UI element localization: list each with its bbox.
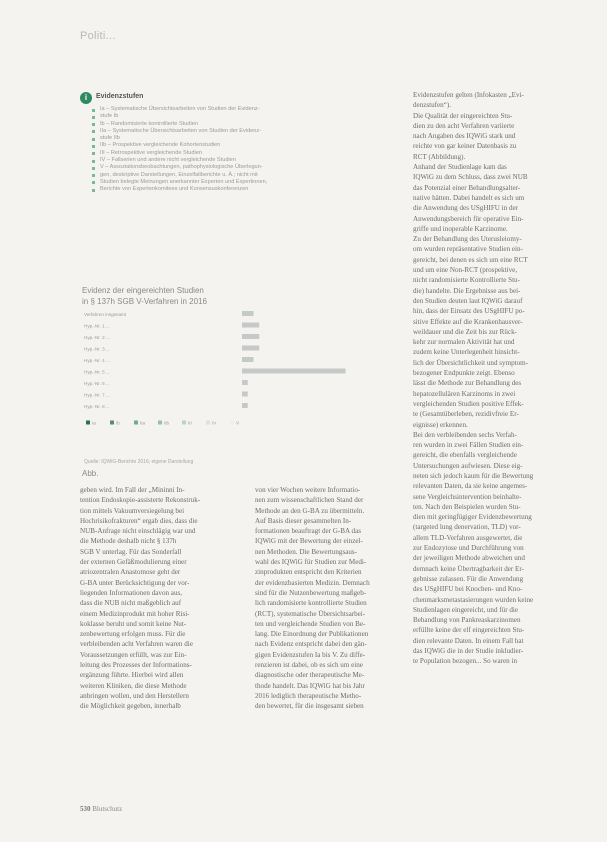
text-line: demnach keine Übertragbarkeit der Er-	[413, 564, 524, 573]
text-line: die Methode deshalb nicht § 137h	[80, 537, 177, 546]
legend-label: IIa	[140, 420, 146, 426]
chart-bar	[242, 311, 254, 316]
text-line: Hochrisikofrakturen“ ergab dies, dass die	[80, 516, 198, 525]
text-line: Zu der Behandlung des Uterusleiomy-	[413, 235, 522, 244]
legend-label: V	[236, 420, 240, 426]
text-line: 2016 lediglich therapeutische Metho-	[255, 691, 362, 700]
chart-title-line: in § 137h SGB V-Verfahren in 2016	[82, 297, 207, 306]
text-line: formationen beauftragt der G-BA das	[255, 527, 361, 536]
text-line: erfüllte keine der elf eingereichten Stu-	[413, 626, 525, 635]
text-line: ren wurden in zwei Fällen Studien ein-	[413, 441, 524, 450]
text-line: IQWiG zu dem Schluss, dass zwei NUB	[413, 173, 528, 182]
text-line: nach Evidenz entspricht dabei den gän-	[255, 640, 367, 649]
text-line: Bei den verbleibenden sechs Verfah-	[413, 430, 517, 439]
chart-bar	[242, 357, 254, 362]
category-label: Hyp.-Nr. 4 ...	[84, 358, 110, 363]
text-line: (targeted lung denervation, TLD) vor-	[413, 523, 521, 532]
text-line: Evidenzstufen gelten (Infokasten „Evi-	[413, 91, 524, 99]
text-line: Behandlung von Pankreaskarzinomen	[413, 616, 521, 625]
text-line: Anwendungsbereich für operative Ein-	[413, 214, 524, 223]
text-line: einem Medizinprodukt mit hoher Risi-	[80, 609, 190, 618]
category-label: Hyp.-Nr. 2 ...	[84, 335, 110, 340]
chart-bar	[242, 323, 259, 328]
legend-swatch	[110, 421, 114, 425]
text-line: bezogener Endpunkte zeigt. Ebenso	[413, 369, 515, 378]
evidence-bar-chart	[82, 305, 372, 457]
text-line: Studienlagen eingereicht, und für die	[413, 605, 518, 614]
text-line: zur Endozytose und Durchführung von	[413, 544, 524, 553]
category-label: Hyp.-Nr. 6 ...	[84, 381, 110, 386]
text-line: koklasse beruht und somit keine Nut-	[80, 619, 187, 628]
text-line: lich der Übersichtlichkeit und symptom-	[413, 358, 529, 367]
text-line: G-BA unter Berücksichtigung der vor-	[80, 578, 190, 587]
text-line: chenmarksmetastasierungen wurden keine	[413, 595, 534, 604]
text-line: weiteren Kliniken, die diese Methode	[80, 681, 187, 690]
text-line: sitive Effekte auf die Krankenhausver-	[413, 317, 523, 326]
chart-bar	[242, 369, 346, 374]
info-box-title: Evidenzstufen	[96, 93, 144, 100]
text-line: den bewertet, für die insgesamt sieben	[255, 702, 364, 711]
text-line: IQWiG mit der Bewertung der einzel-	[255, 537, 363, 546]
text-line: relevanten Daten, da sie keine angemes-	[413, 482, 528, 491]
text-line: nach Angaben des IQWiG stark und	[413, 132, 516, 141]
text-line: dien zu den acht Verfahren variierte	[413, 121, 515, 130]
evidence-level-item: IIa – Systematische Übersichtsarbeiten von Studien der Evidenz-	[92, 128, 384, 135]
body-column-left	[80, 485, 244, 712]
text-line: wahl des IQWiG für Studien zur Medi-	[255, 558, 367, 567]
text-line: RCT (Abbildung).	[413, 152, 466, 161]
text-line: dien mit geringfügiger Evidenzbewertung	[413, 513, 532, 522]
page-number: 530	[80, 805, 91, 813]
text-line: zudem keine Unterlegenheit hinsicht-	[413, 348, 520, 357]
text-line: denzstufen“).	[413, 101, 452, 110]
legend-swatch	[230, 421, 234, 425]
text-line: zinprodukten entspricht den Kriterien	[255, 568, 362, 577]
category-label: Hyp.-Nr. 3 ...	[84, 346, 110, 352]
text-line: hepatozellulären Karzinoms in zwei	[413, 389, 516, 398]
legend-label: IV	[212, 420, 217, 426]
text-line: neten sich jedoch kaum für die Bewertung	[413, 471, 534, 480]
journal-name: Blutschutz	[92, 805, 123, 813]
text-line: sind für die Nutzenbewertung maßgeb-	[255, 588, 367, 597]
text-line: liegenden Informationen davon aus,	[80, 588, 183, 597]
text-line: des USgHIFU bei Knochen- und Kno-	[413, 585, 523, 594]
text-line: thode handelt. Das IQWiG hat bis Jahr	[255, 681, 365, 690]
body-column-middle	[255, 485, 403, 712]
text-line: griffe und inoperable Karzinome.	[413, 224, 508, 233]
text-line: leitung des Prozesses der Informations-	[80, 661, 192, 670]
text-line: dass die NUB nicht maßgeblich auf	[80, 599, 182, 608]
chart-title-line: Evidenz der eingereichten Studien	[82, 286, 204, 295]
legend-swatch	[86, 421, 90, 425]
text-line: ergänzung führte. Hierbei wird allen	[80, 671, 184, 680]
page-footer	[80, 805, 122, 813]
chart-title	[82, 285, 282, 307]
evidence-level-list	[92, 106, 384, 194]
text-line: nen Methoden. Die Bewertungsaus-	[255, 547, 358, 556]
evidence-level-item-cont: stufe IIb	[92, 135, 384, 142]
category-label: Hyp.-Nr. 8 ...	[84, 404, 110, 409]
text-line: Auf Basis dieser gesammelten In-	[255, 516, 352, 525]
text-line: lässt die Methode zur Behandlung des	[413, 379, 522, 388]
text-line: eignisse) erkennen.	[413, 420, 468, 429]
text-line: hin, dass der Einsatz des USgHIFU po-	[413, 307, 525, 316]
chart-bar	[242, 392, 248, 397]
evidence-level-item: V – Assoziationsbeobachtungen, pathophysiologische Überlegun-	[92, 164, 384, 171]
legend-swatch	[206, 421, 210, 425]
text-line: om wurden repräsentative Studien ein-	[413, 245, 523, 254]
text-line: der evidenzbasierten Medizin. Demnach	[255, 578, 370, 587]
evidence-level-item: IIb – Prospektive vergleichende Kohortenstudien	[92, 142, 384, 149]
text-line: renzieren ist dabei, ob es sich um eine	[255, 661, 363, 670]
text-line: Anhand der Studienlage kam das	[413, 163, 507, 172]
evidence-level-item: Ib – Randomisierte kontrollierte Studien	[92, 121, 384, 128]
text-line: SGB V unterlag. Für das Sonderfall	[80, 547, 182, 556]
text-line: das IQWiG die in der Studie inkludier-	[413, 647, 524, 656]
text-line: die Anwendung des USgHIFU in der	[413, 204, 519, 213]
text-line: diagnostische oder therapeutische Me-	[255, 671, 365, 680]
text-line: allem TLD-Verfahren ausgewertet, die	[413, 533, 523, 542]
evidence-level-item: Ia – Systematische Übersichtsarbeiten von Studien der Evidenz-	[92, 106, 384, 113]
text-line: tion mittels Vakuumversiegelung bei	[80, 506, 185, 515]
text-line: native hätten. Dabei handelt es sich um	[413, 193, 525, 202]
text-line: der jeweiligen Methode abweichen und	[413, 554, 525, 563]
text-line: kehr zur normalen Aktivität hat und	[413, 338, 515, 347]
legend-label: Ib	[116, 420, 120, 426]
text-line: ten. Nach den Beispielen wurden Stu-	[413, 502, 521, 511]
text-line: reichte von gar keiner Datenbasis zu	[413, 142, 517, 151]
evidence-level-item-cont: Berichte von Expertenkomitees und Konsensuskonferenzen	[92, 186, 384, 193]
category-label: Verfahren insgesamt	[84, 312, 127, 317]
legend-label: IIb	[164, 420, 170, 426]
chart-bar	[242, 403, 248, 408]
text-line: vergleichenden Studien positive Effek-	[413, 399, 524, 408]
figure-caption: Abb.	[82, 469, 99, 478]
legend-swatch	[182, 421, 186, 425]
body-column-right	[413, 90, 561, 667]
text-line: zenbewertung erfolgen muss. Für die	[80, 630, 186, 639]
text-line: lang. Die Einordnung der Publikationen	[255, 630, 369, 639]
text-line: die) handelte. Die Ergebnisse aus bei-	[413, 286, 521, 295]
text-line: nen zum wissenschaftlichen Stand der	[255, 496, 364, 505]
text-line: NUB-Anfrage nicht einschlägig war und	[80, 527, 196, 536]
text-line: anbringen wollen, und den Herstellern	[80, 691, 189, 700]
text-line: geben wird. Im Fall der „Mininni In-	[80, 486, 185, 494]
evidence-level-item: IV – Fallserien und andere nicht vergleichende Studien	[92, 157, 384, 164]
category-label: Hyp.-Nr. 5 ...	[84, 369, 110, 375]
legend-label: Ia	[92, 420, 96, 426]
text-line: ten und vergleichende Studien von Be-	[255, 619, 366, 628]
evidence-level-item-cont: Studien belegte Meinungen anerkannter Experten und Expertinnen,	[92, 179, 384, 186]
text-line: Voraussetzungen erfüllt, was zur Ein-	[80, 650, 187, 659]
text-line: gereicht, bei denen es sich um eine RCT	[413, 255, 528, 264]
evidence-level-item-cont: gen, deskriptive Darstellungen, Einzelfallberichte u. Ä.; nicht mit	[92, 172, 384, 179]
text-line: tention Endoskopie-assisterte Rekonstruk-	[80, 496, 201, 505]
chart-bar	[242, 334, 259, 339]
text-line: te (Gesamtüberleben, rezidivfreie Er-	[413, 410, 519, 419]
text-line: und um eine Non-RCT (prospektive,	[413, 266, 518, 275]
info-icon: i	[80, 92, 92, 104]
evidence-level-item-cont: stufe Ib	[92, 113, 384, 120]
text-line: von vier Wochen weitere Informatio-	[255, 486, 361, 494]
chart-bar	[242, 346, 259, 351]
text-line: die Möglichkeit gegeben, innerhalb	[80, 702, 181, 711]
legend-label: III	[188, 420, 192, 426]
text-line: gebnisse zulassen. Für die Anwendung	[413, 574, 524, 583]
text-line: atriozentralen Anastomose geht der	[80, 568, 181, 577]
text-line: Methode an den G-BA zu übermitteln.	[255, 506, 365, 515]
text-line: gigen Evidenzstufen Ia bis V. Zu diffe-	[255, 650, 366, 659]
text-line: lich randomisierte kontrollierte Studien	[255, 599, 367, 608]
legend-swatch	[134, 421, 138, 425]
text-line: te Population bezogen... So waren in	[413, 657, 518, 666]
text-line: Untersuchungen aufwiesen. Diese eig-	[413, 461, 523, 470]
text-line: (RCT), systematische Übersichtsarbei-	[255, 609, 366, 618]
chart-source: Quelle: IQWiG-Berichte 2016; eigene Darstellung	[84, 459, 194, 465]
chart-bar	[242, 380, 248, 385]
text-line: den Studien deuten laut IQWiG darauf	[413, 296, 523, 305]
category-label: Hyp.-Nr. 7 ...	[84, 392, 110, 398]
category-label: Hyp.-Nr. 1 ...	[84, 323, 110, 329]
text-line: gereicht, die ebenfalls vergleichende	[413, 451, 517, 460]
text-line: Die Qualität der eingereichten Stu-	[413, 111, 513, 120]
text-line: weildauer und die Zeit bis zur Rück-	[413, 327, 518, 336]
evidence-level-item: III – Retrospektive vergleichende Studien	[92, 150, 384, 157]
legend-swatch	[158, 421, 162, 425]
text-line: verbleibenden acht Verfahren waren die	[80, 640, 193, 649]
text-line: sene Vergleichsintervention beinhalte-	[413, 492, 522, 501]
text-line: der externen Gefäßmodulierung einer	[80, 558, 187, 567]
evidence-info-box	[84, 92, 384, 194]
text-line: nicht randomisierte Kontrollierte Stu-	[413, 276, 520, 285]
text-line: das Potenzial einer Behandlungsalter-	[413, 183, 521, 192]
text-line: dien relevante Daten. In einem Fall hat	[413, 636, 524, 645]
running-header: Politi...	[80, 30, 116, 42]
